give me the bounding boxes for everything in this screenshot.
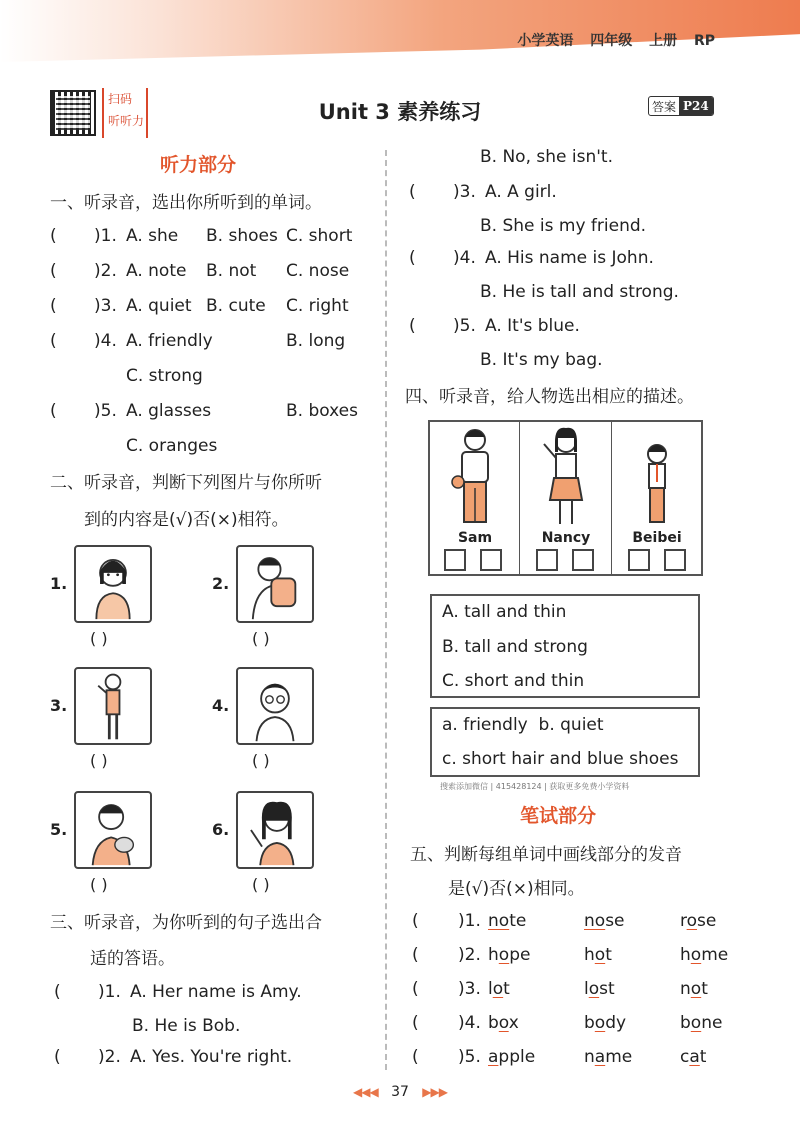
option-c-lower: c. short hair and blue shoes bbox=[442, 749, 679, 769]
answer-blank[interactable]: ( ) bbox=[90, 629, 108, 648]
choice-b: B. He is tall and strong. bbox=[480, 282, 679, 302]
pic-number: 5. bbox=[50, 820, 68, 839]
choice-b: B. He is Bob. bbox=[132, 1016, 241, 1036]
answer-box[interactable] bbox=[664, 549, 686, 571]
choice-c: C. oranges bbox=[126, 436, 218, 456]
pic-number: 4. bbox=[212, 696, 230, 715]
pic-number: 6. bbox=[212, 820, 230, 839]
answer-box[interactable] bbox=[480, 549, 502, 571]
word: apple bbox=[488, 1047, 536, 1067]
subject: 小学英语 bbox=[517, 33, 574, 49]
sam-column bbox=[430, 422, 520, 574]
edition: RP bbox=[693, 33, 715, 49]
boy-with-cat-picture bbox=[74, 791, 152, 869]
answer-blank[interactable]: ( ) bbox=[252, 751, 270, 770]
word: lot bbox=[488, 979, 510, 999]
beibei-column bbox=[612, 422, 703, 574]
underlined-letters: a bbox=[689, 1047, 700, 1067]
answer-blank[interactable]: ( ) bbox=[90, 875, 108, 894]
underlined-letters: o bbox=[686, 911, 698, 931]
choice-b: B. cute bbox=[206, 296, 266, 316]
question-number: )5. bbox=[453, 316, 476, 336]
word: cat bbox=[680, 1047, 707, 1067]
pic-number: 3. bbox=[50, 696, 68, 715]
scan-label: 扫码 听听力 bbox=[102, 88, 148, 138]
term: 上册 bbox=[649, 33, 678, 49]
word: note bbox=[488, 911, 527, 931]
answer-blank[interactable]: ( bbox=[54, 1047, 61, 1067]
underlined-letters: o bbox=[498, 945, 510, 965]
person-name-sam: Sam bbox=[457, 530, 493, 546]
pic-number: 2. bbox=[212, 574, 230, 593]
choice-b: B. long bbox=[286, 331, 346, 351]
underlined-letters: o bbox=[588, 979, 600, 999]
answer-blank[interactable]: ( bbox=[412, 1013, 419, 1033]
waving-girl-picture bbox=[236, 791, 314, 869]
q1-heading: 一、听录音，选出你所听到的单词。 bbox=[50, 193, 322, 213]
answer-blank[interactable]: ( bbox=[409, 316, 416, 336]
choice-a: A. Yes. You're right. bbox=[130, 1047, 293, 1067]
answer-blank[interactable]: ( bbox=[412, 945, 419, 965]
word: rose bbox=[680, 911, 717, 931]
q3-heading: 三、听录音，为你听到的句子选出合 bbox=[50, 913, 322, 933]
girl-with-glasses-picture bbox=[236, 667, 314, 745]
question-number: )4. bbox=[453, 248, 476, 268]
underlined-letters: o bbox=[690, 979, 702, 999]
q2-heading-2: 到的内容是(√)否(×)相符。 bbox=[84, 510, 289, 530]
question-number: )2. bbox=[458, 945, 481, 965]
answer-blank[interactable]: ( bbox=[409, 248, 416, 268]
question-number: )5. bbox=[458, 1047, 481, 1067]
question-number: )2. bbox=[94, 261, 117, 281]
option-a: A. tall and thin bbox=[442, 602, 567, 622]
answer-blank[interactable]: ( bbox=[50, 261, 57, 281]
choice-b: B. not bbox=[206, 261, 257, 281]
choice-a: A. she bbox=[126, 226, 179, 246]
underlined-letters: o bbox=[690, 1013, 702, 1033]
answer-box[interactable] bbox=[444, 549, 466, 571]
writing-section-title: 笔试部分 bbox=[520, 805, 597, 827]
choice-c: C. nose bbox=[286, 261, 350, 281]
choice-c: C. short bbox=[286, 226, 353, 246]
q4-heading: 四、听录音，给人物选出相应的描述。 bbox=[405, 387, 694, 407]
answer-blank[interactable]: ( ) bbox=[252, 629, 270, 648]
person-name-beibei: Beibei bbox=[632, 530, 682, 546]
sam-figure bbox=[430, 424, 520, 534]
left-arrows-icon: ◀◀◀ bbox=[353, 1085, 378, 1099]
choice-c: C. right bbox=[286, 296, 349, 316]
question-number: )3. bbox=[94, 296, 117, 316]
choice-a: A. His name is John. bbox=[485, 248, 654, 268]
option-b: B. tall and strong bbox=[442, 637, 588, 657]
page-footer bbox=[0, 1084, 800, 1100]
right-arrows-icon: ▶▶▶ bbox=[422, 1085, 447, 1099]
choice-b: B. boxes bbox=[286, 401, 358, 421]
underlined-letters: o bbox=[498, 1013, 509, 1033]
options-box-upper bbox=[430, 594, 700, 698]
q2-heading: 二、听录音，判断下列图片与你所听 bbox=[50, 473, 322, 493]
answer-box[interactable] bbox=[628, 549, 650, 571]
choice-b: B. No, she isn't. bbox=[480, 147, 613, 167]
question-number: )3. bbox=[458, 979, 481, 999]
question-number: )2. bbox=[98, 1047, 121, 1067]
choice-b: B. It's my bag. bbox=[480, 350, 603, 370]
beibei-figure bbox=[612, 424, 703, 534]
options-box-lower bbox=[430, 707, 700, 777]
word: body bbox=[584, 1013, 627, 1033]
listening-section-title: 听力部分 bbox=[160, 154, 237, 176]
girl-picture bbox=[74, 545, 152, 623]
choice-b: B. She is my friend. bbox=[480, 216, 647, 236]
answer-blank[interactable]: ( bbox=[50, 226, 57, 246]
word: bone bbox=[680, 1013, 723, 1033]
answer-blank[interactable]: ( bbox=[54, 982, 61, 1002]
word: hope bbox=[488, 945, 531, 965]
underlined-letters: a bbox=[488, 1047, 499, 1067]
choice-a: A. friendly bbox=[126, 331, 213, 351]
word: home bbox=[680, 945, 729, 965]
answer-blank[interactable]: ( ) bbox=[252, 875, 270, 894]
promo-note: 搜索添加微信 | 415428124 | 获取更多免费小学资料 bbox=[440, 782, 630, 791]
q5-heading-2: 是(√)否(×)相同。 bbox=[448, 879, 585, 899]
q5-heading: 五、判断每组单词中画线部分的发音 bbox=[410, 845, 682, 865]
nancy-figure bbox=[520, 424, 612, 534]
answer-blank[interactable]: ( bbox=[409, 182, 416, 202]
answer-box[interactable] bbox=[572, 549, 594, 571]
underlined-letters: o bbox=[492, 979, 504, 999]
answer-box[interactable] bbox=[536, 549, 558, 571]
choice-a: A. A girl. bbox=[485, 182, 557, 202]
people-figure-box bbox=[428, 420, 703, 576]
answer-blank[interactable]: ( bbox=[50, 401, 57, 421]
page-title: Unit 3 素养练习 bbox=[318, 100, 482, 124]
underlined-letters: no bbox=[584, 911, 606, 931]
question-number: )1. bbox=[458, 911, 481, 931]
answer-blank[interactable]: ( bbox=[412, 979, 419, 999]
option-a-b: a. friendly b. quiet bbox=[442, 715, 604, 735]
option-c: C. short and thin bbox=[442, 671, 585, 691]
word: name bbox=[584, 1047, 633, 1067]
nancy-column bbox=[520, 422, 612, 574]
tall-man-picture bbox=[74, 667, 152, 745]
answer-blank[interactable]: ( bbox=[50, 331, 57, 351]
choice-a: A. glasses bbox=[126, 401, 212, 421]
person-name-nancy: Nancy bbox=[541, 530, 591, 546]
word: nose bbox=[584, 911, 625, 931]
underlined-letters: no bbox=[488, 911, 510, 931]
answer-blank[interactable]: ( bbox=[50, 296, 57, 316]
question-number: )5. bbox=[94, 401, 117, 421]
pic-number: 1. bbox=[50, 574, 68, 593]
underlined-letters: o bbox=[594, 945, 606, 965]
underlined-letters: a bbox=[594, 1047, 606, 1067]
q3-heading-2: 适的答语。 bbox=[90, 949, 175, 969]
question-number: )3. bbox=[453, 182, 476, 202]
choice-c: C. strong bbox=[126, 366, 203, 386]
answer-tag: 答案 P24 bbox=[648, 96, 714, 116]
underlined-letters: o bbox=[690, 945, 702, 965]
choice-a: A. quiet bbox=[126, 296, 192, 316]
answer-blank[interactable]: ( bbox=[412, 911, 419, 931]
page-number: 37 bbox=[391, 1084, 409, 1100]
question-number: )1. bbox=[94, 226, 117, 246]
word: hot bbox=[584, 945, 612, 965]
choice-b: B. shoes bbox=[206, 226, 278, 246]
question-number: )4. bbox=[94, 331, 117, 351]
choice-a: A. note bbox=[126, 261, 187, 281]
column-divider bbox=[385, 150, 387, 1070]
question-number: )1. bbox=[98, 982, 121, 1002]
book-info bbox=[505, 30, 715, 50]
word: not bbox=[680, 979, 708, 999]
answer-blank[interactable]: ( bbox=[412, 1047, 419, 1067]
underlined-letters: o bbox=[594, 1013, 606, 1033]
choice-a: A. It's blue. bbox=[485, 316, 580, 336]
question-number: )4. bbox=[458, 1013, 481, 1033]
choice-a: A. Her name is Amy. bbox=[130, 982, 302, 1002]
word: box bbox=[488, 1013, 519, 1033]
word: lost bbox=[584, 979, 615, 999]
grade: 四年级 bbox=[590, 33, 633, 49]
answer-blank[interactable]: ( ) bbox=[90, 751, 108, 770]
boy-with-bag-picture bbox=[236, 545, 314, 623]
